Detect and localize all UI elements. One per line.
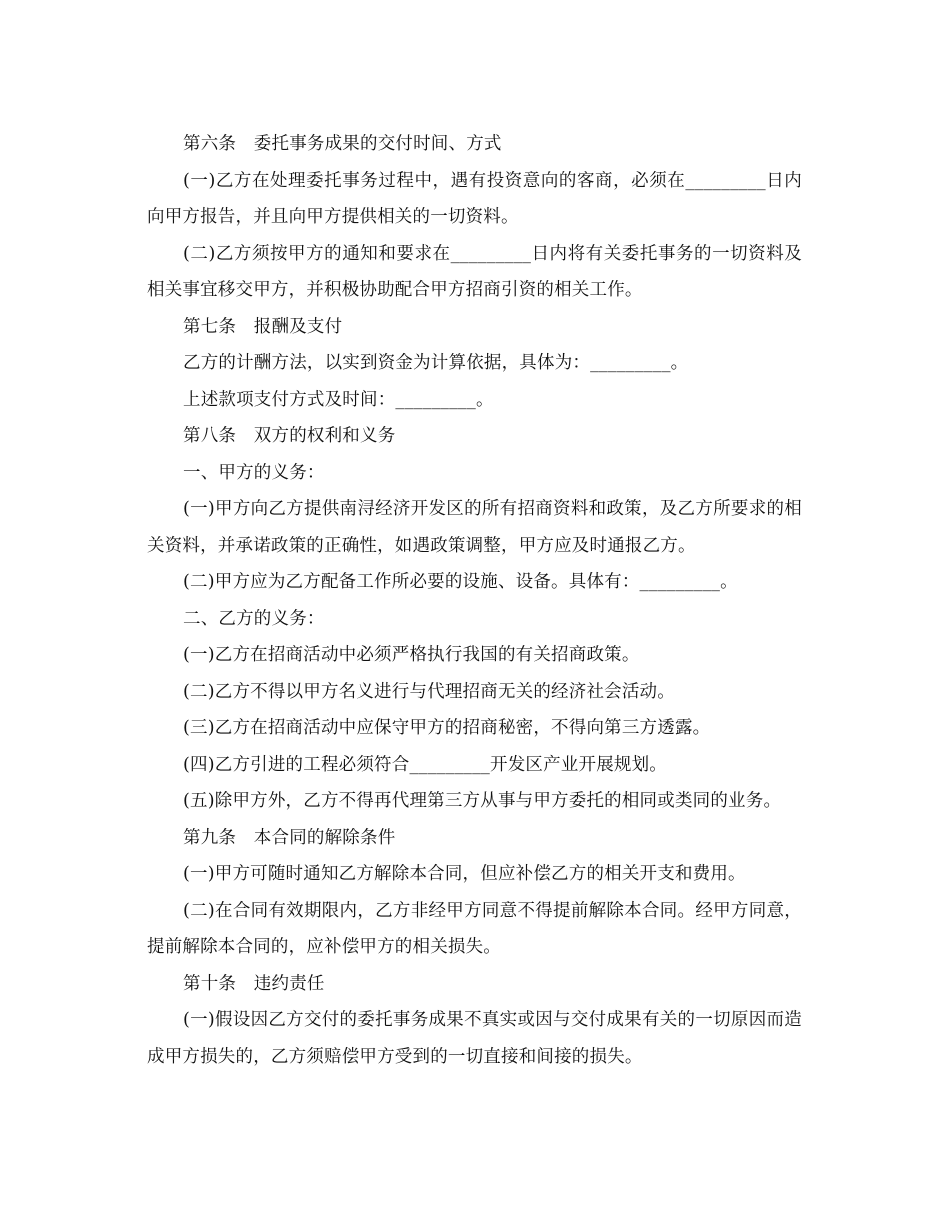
party-b-obligations-heading: 二、乙方的义务： — [183, 608, 325, 629]
article-6-heading: 第六条 委托事务成果的交付时间、方式 — [183, 134, 502, 154]
article-6-clause-2: (二)乙方须按甲方的通知和要求在_________日内将有关委托事务的一切资料及相关事宜移交甲方，并积极协助配合甲方招商引资的相关工作。 — [147, 243, 802, 300]
party-b-obligation-1: (一)乙方在招商活动中必须严格执行我国的有关招商政策。 — [183, 645, 640, 665]
party-b-obligation-3: (三)乙方在招商活动中应保守甲方的招商秘密，不得向第三方透露。 — [183, 718, 711, 738]
party-b-obligation-4: (四)乙方引进的工程必须符合_________开发区产业开展规划。 — [183, 754, 668, 775]
article-9-heading: 第九条 本合同的解除条件 — [183, 827, 396, 848]
article-6-clause-1: (一)乙方在处理委托事务过程中，遇有投资意向的客商，必须在_________日内向甲方报告，并且向甲方提供相关的一切资料。 — [147, 170, 802, 227]
article-10-clause-1: (一)假设因乙方交付的委托事务成果不真实或因与交付成果有关的一切原因而造成甲方损失的，乙方须赔偿甲方受到的一切直接和间接的损失。 — [147, 1010, 802, 1067]
article-9-clause-2: (二)在合同有效期限内，乙方非经甲方同意不得提前解除本合同。经甲方同意，提前解除本合同的，应补偿甲方的相关损失。 — [147, 900, 802, 957]
article-7-payment-method: 乙方的计酬方法，以实到资金为计算依据，具体为：_________。 — [183, 353, 689, 373]
party-b-obligation-5: (五)除甲方外，乙方不得再代理第三方从事与甲方委托的相同或类同的业务。 — [183, 791, 782, 811]
article-7-payment-time: 上述款项支付方式及时间：_________。 — [183, 389, 494, 410]
party-a-obligation-1: (一)甲方向乙方提供南浔经济开发区的所有招商资料和政策，及乙方所要求的相关资料，并承诺政策的正确性，如遇政策调整，甲方应及时通报乙方。 — [147, 499, 802, 556]
party-a-obligations-heading: 一、甲方的义务： — [183, 462, 325, 483]
article-10-heading: 第十条 违约责任 — [183, 973, 325, 994]
article-9-clause-1: (一)甲方可随时通知乙方解除本合同，但应补偿乙方的相关开支和费用。 — [183, 864, 746, 884]
contract-body — [147, 126, 802, 1075]
party-a-obligation-2: (二)甲方应为乙方配备工作所必要的设施、设备。具体有：_________。 — [183, 572, 738, 592]
article-8-heading: 第八条 双方的权利和义务 — [183, 426, 396, 446]
article-7-heading: 第七条 报酬及支付 — [183, 316, 343, 337]
party-b-obligation-2: (二)乙方不得以甲方名义进行与代理招商无关的经济社会活动。 — [183, 681, 675, 702]
